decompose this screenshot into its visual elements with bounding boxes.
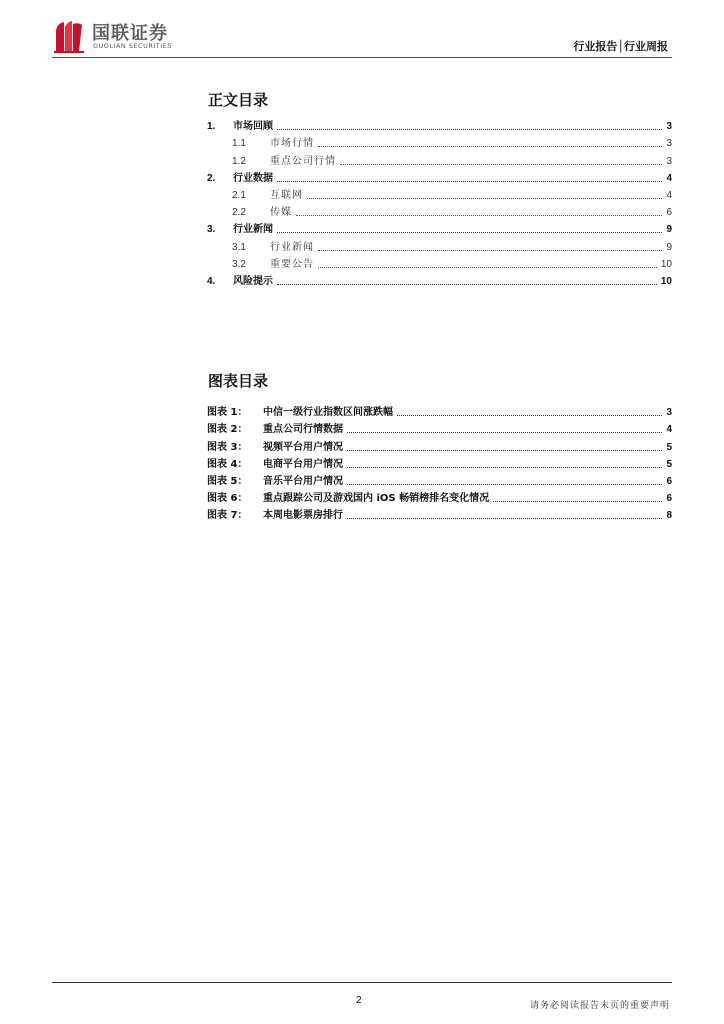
toc-entry-number: 3.1	[232, 241, 246, 253]
toc-entry-text: 行业数据	[233, 172, 273, 184]
logo-english-text: GUOLIAN SECURITIES	[93, 42, 172, 50]
header-divider	[52, 57, 672, 58]
figure-entry-label: 图表 5：	[207, 475, 248, 487]
toc-entry-number: 2.	[207, 172, 216, 184]
figure-entry-label: 图表 6：	[207, 493, 248, 505]
dot-leader	[277, 232, 662, 233]
toc-entry-text: 行业新闻	[270, 241, 314, 253]
dot-leader	[493, 501, 662, 502]
toc-entry-page: 3	[666, 155, 672, 167]
dot-leader	[347, 518, 662, 519]
toc-entry[interactable]	[207, 185, 672, 202]
figure-entry-text: 重点跟踪公司及游戏国内 iOS 畅销榜排名变化情况	[263, 493, 490, 505]
figure-entry-page: 8	[666, 510, 672, 522]
dot-leader	[277, 129, 662, 130]
figure-entry-page: 5	[666, 441, 672, 453]
page-header	[0, 0, 724, 60]
toc-entry-page: 3	[666, 121, 672, 133]
disclaimer-text: 请务必阅读报告末页的重要声明	[529, 1001, 670, 1011]
toc-entry-number: 1.1	[232, 138, 246, 150]
figure-entry-text: 本周电影票房排行	[263, 510, 343, 522]
figure-entry-page: 4	[666, 424, 672, 436]
figure-entry-page: 5	[666, 458, 672, 470]
toc-entry-page: 4	[666, 189, 672, 201]
dot-leader	[347, 484, 662, 485]
dot-leader	[347, 467, 662, 468]
figure-entry-text: 重点公司行情数据	[263, 424, 343, 436]
toc-entry-page: 10	[660, 258, 672, 270]
logo-chinese-text: 国联证券	[92, 23, 168, 44]
toc-entry-number: 3.	[207, 224, 216, 236]
toc-entry-number: 2.2	[232, 207, 246, 219]
figure-entry[interactable]	[207, 505, 672, 522]
table-of-contents	[207, 116, 672, 288]
toc-entry-number: 4.	[207, 275, 216, 287]
toc-entry[interactable]	[207, 219, 672, 236]
figures-toc-title: 图表目录	[208, 372, 269, 390]
dot-leader	[296, 215, 662, 216]
figure-entry-label: 图表 7：	[207, 510, 248, 522]
toc-title: 正文目录	[208, 91, 269, 109]
toc-entry-text: 行业新闻	[233, 224, 273, 236]
figure-entry[interactable]	[207, 454, 672, 471]
figure-entry-label: 图表 2：	[207, 424, 248, 436]
dot-leader	[318, 250, 662, 251]
figure-entry[interactable]	[207, 488, 672, 505]
toc-entry[interactable]	[207, 254, 672, 271]
dot-leader	[318, 146, 662, 147]
figure-entry-page: 6	[666, 475, 672, 487]
toc-entry-text: 互联网	[270, 189, 303, 201]
footer-divider	[52, 982, 672, 983]
toc-entry-page: 6	[666, 207, 672, 219]
guolian-logo-icon	[52, 18, 88, 54]
figure-entry-label: 图表 1：	[207, 407, 248, 419]
company-logo	[52, 18, 192, 58]
figure-entry[interactable]	[207, 419, 672, 436]
dot-leader	[397, 415, 662, 416]
toc-entry-number: 3.2	[232, 258, 246, 270]
figure-entry[interactable]	[207, 436, 672, 453]
toc-entry-number: 2.1	[232, 189, 246, 201]
figure-entry[interactable]	[207, 471, 672, 488]
toc-entry[interactable]	[207, 271, 672, 288]
toc-entry-page: 9	[666, 224, 672, 236]
toc-entry-text: 传媒	[270, 207, 292, 219]
toc-entry[interactable]	[207, 236, 672, 253]
toc-entry[interactable]	[207, 168, 672, 185]
toc-entry[interactable]	[207, 202, 672, 219]
figure-entry-text: 中信一级行业指数区间涨跌幅	[263, 407, 393, 419]
figure-entry-text: 视频平台用户情况	[263, 441, 343, 453]
page-number: 2	[356, 995, 362, 1006]
figure-entry[interactable]	[207, 402, 672, 419]
figure-entry-text: 音乐平台用户情况	[263, 475, 343, 487]
toc-entry-page: 4	[666, 172, 672, 184]
dot-leader	[277, 284, 657, 285]
figures-table-of-contents	[207, 402, 672, 522]
figure-entry-page: 6	[666, 493, 672, 505]
toc-entry-text: 重要公告	[270, 258, 314, 270]
dot-leader	[307, 198, 662, 199]
toc-entry-text: 市场回顾	[233, 121, 273, 133]
figure-entry-text: 电商平台用户情况	[263, 458, 343, 470]
figure-entry-label: 图表 3：	[207, 441, 248, 453]
report-type: 行业报告│行业周报	[573, 40, 668, 53]
toc-entry[interactable]	[207, 116, 672, 133]
toc-entry-number: 1.2	[232, 155, 246, 167]
toc-entry-text: 重点公司行情	[270, 155, 336, 167]
figure-entry-page: 3	[666, 407, 672, 419]
toc-entry-number: 1.	[207, 121, 216, 133]
dot-leader	[318, 267, 657, 268]
toc-entry[interactable]	[207, 150, 672, 167]
toc-entry-page: 9	[666, 241, 672, 253]
figure-entry-label: 图表 4：	[207, 458, 248, 470]
toc-entry-text: 风险提示	[233, 275, 273, 287]
dot-leader	[347, 432, 662, 433]
dot-leader	[277, 181, 662, 182]
toc-entry-page: 10	[660, 275, 672, 287]
toc-entry-text: 市场行情	[270, 138, 314, 150]
toc-entry-page: 3	[666, 138, 672, 150]
dot-leader	[347, 450, 662, 451]
dot-leader	[340, 164, 662, 165]
toc-entry[interactable]	[207, 133, 672, 150]
